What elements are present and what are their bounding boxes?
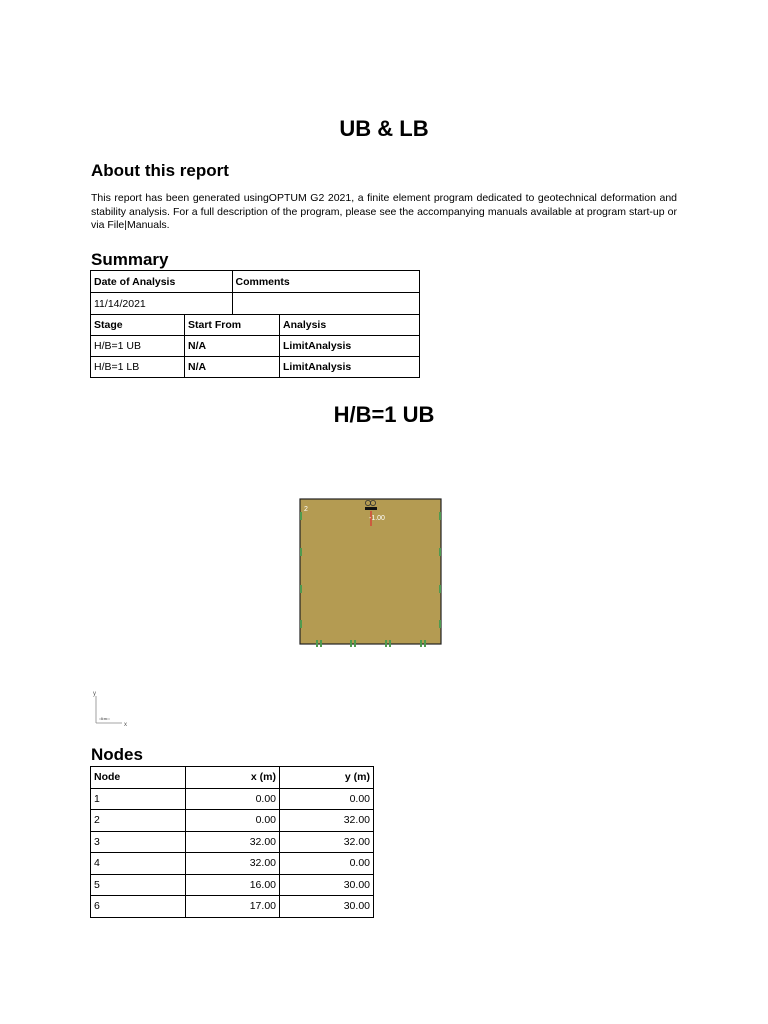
stage-header-row	[91, 315, 420, 336]
date-header-cell: Date of Analysis	[91, 271, 233, 293]
table-row	[91, 874, 374, 896]
summary-date-row	[91, 293, 420, 315]
nodes-heading: Nodes	[91, 745, 143, 764]
summary-header-row	[91, 271, 420, 293]
stage-title: H/B=1 UB	[333, 402, 435, 427]
comments-header-cell: Comments	[232, 271, 420, 293]
table-row	[91, 853, 374, 875]
y-cell: 30.00	[280, 896, 374, 918]
x-cell: 32.00	[186, 831, 280, 853]
date-value-cell: 11/14/2021	[91, 293, 233, 315]
x-cell: 0.00	[186, 810, 280, 832]
stage-row	[91, 357, 420, 378]
x-cell: 17.00	[186, 896, 280, 918]
start-from-cell: N/A	[185, 336, 280, 357]
node-header-cell: Node	[91, 767, 186, 789]
node-id-cell: 5	[91, 874, 186, 896]
summary-table	[90, 270, 420, 378]
y-cell: 0.00	[280, 788, 374, 810]
node-id-cell: 4	[91, 853, 186, 875]
nodes-table	[90, 766, 374, 918]
table-row	[91, 831, 374, 853]
stage-cell: H/B=1 LB	[91, 357, 185, 378]
y-cell: 30.00	[280, 874, 374, 896]
x-cell: 16.00	[186, 874, 280, 896]
axis-y-label: y	[93, 691, 96, 697]
about-paragraph: This report has been generated usingOPTUM G2 2021, a finite element program dedicated to geotechnical deformation and stability analysis. For a full description of the program, please see the accompanying manuals available at program start-up or via File|Manuals.	[91, 192, 677, 231]
y-cell: 0.00	[280, 853, 374, 875]
y-cell: 32.00	[280, 831, 374, 853]
report-title: UB & LB	[339, 116, 429, 141]
stage-row	[91, 336, 420, 357]
table-row	[91, 896, 374, 918]
node-id-cell: 2	[91, 810, 186, 832]
x-cell: 0.00	[186, 788, 280, 810]
summary-heading: Summary	[91, 250, 169, 269]
start-from-header-cell: Start From	[185, 315, 280, 336]
start-from-cell: N/A	[185, 357, 280, 378]
table-row	[91, 788, 374, 810]
y-header-cell: y (m)	[280, 767, 374, 789]
table-row	[91, 810, 374, 832]
load-label: -1.00	[369, 515, 385, 522]
stage-header-cell: Stage	[91, 315, 185, 336]
comments-value-cell	[232, 293, 420, 315]
node-id-cell: 3	[91, 831, 186, 853]
node-label: 2	[304, 506, 308, 513]
model-figure	[90, 440, 650, 730]
x-header-cell: x (m)	[186, 767, 280, 789]
about-heading: About this report	[91, 161, 229, 180]
axis-x-label: x	[124, 722, 127, 728]
scale-label: 5 m	[101, 717, 107, 721]
y-cell: 32.00	[280, 810, 374, 832]
analysis-cell: LimitAnalysis	[280, 336, 420, 357]
nodes-header-row	[91, 767, 374, 789]
analysis-header-cell: Analysis	[280, 315, 420, 336]
analysis-cell: LimitAnalysis	[280, 357, 420, 378]
x-cell: 32.00	[186, 853, 280, 875]
node-id-cell: 6	[91, 896, 186, 918]
stage-cell: H/B=1 UB	[91, 336, 185, 357]
node-id-cell: 1	[91, 788, 186, 810]
